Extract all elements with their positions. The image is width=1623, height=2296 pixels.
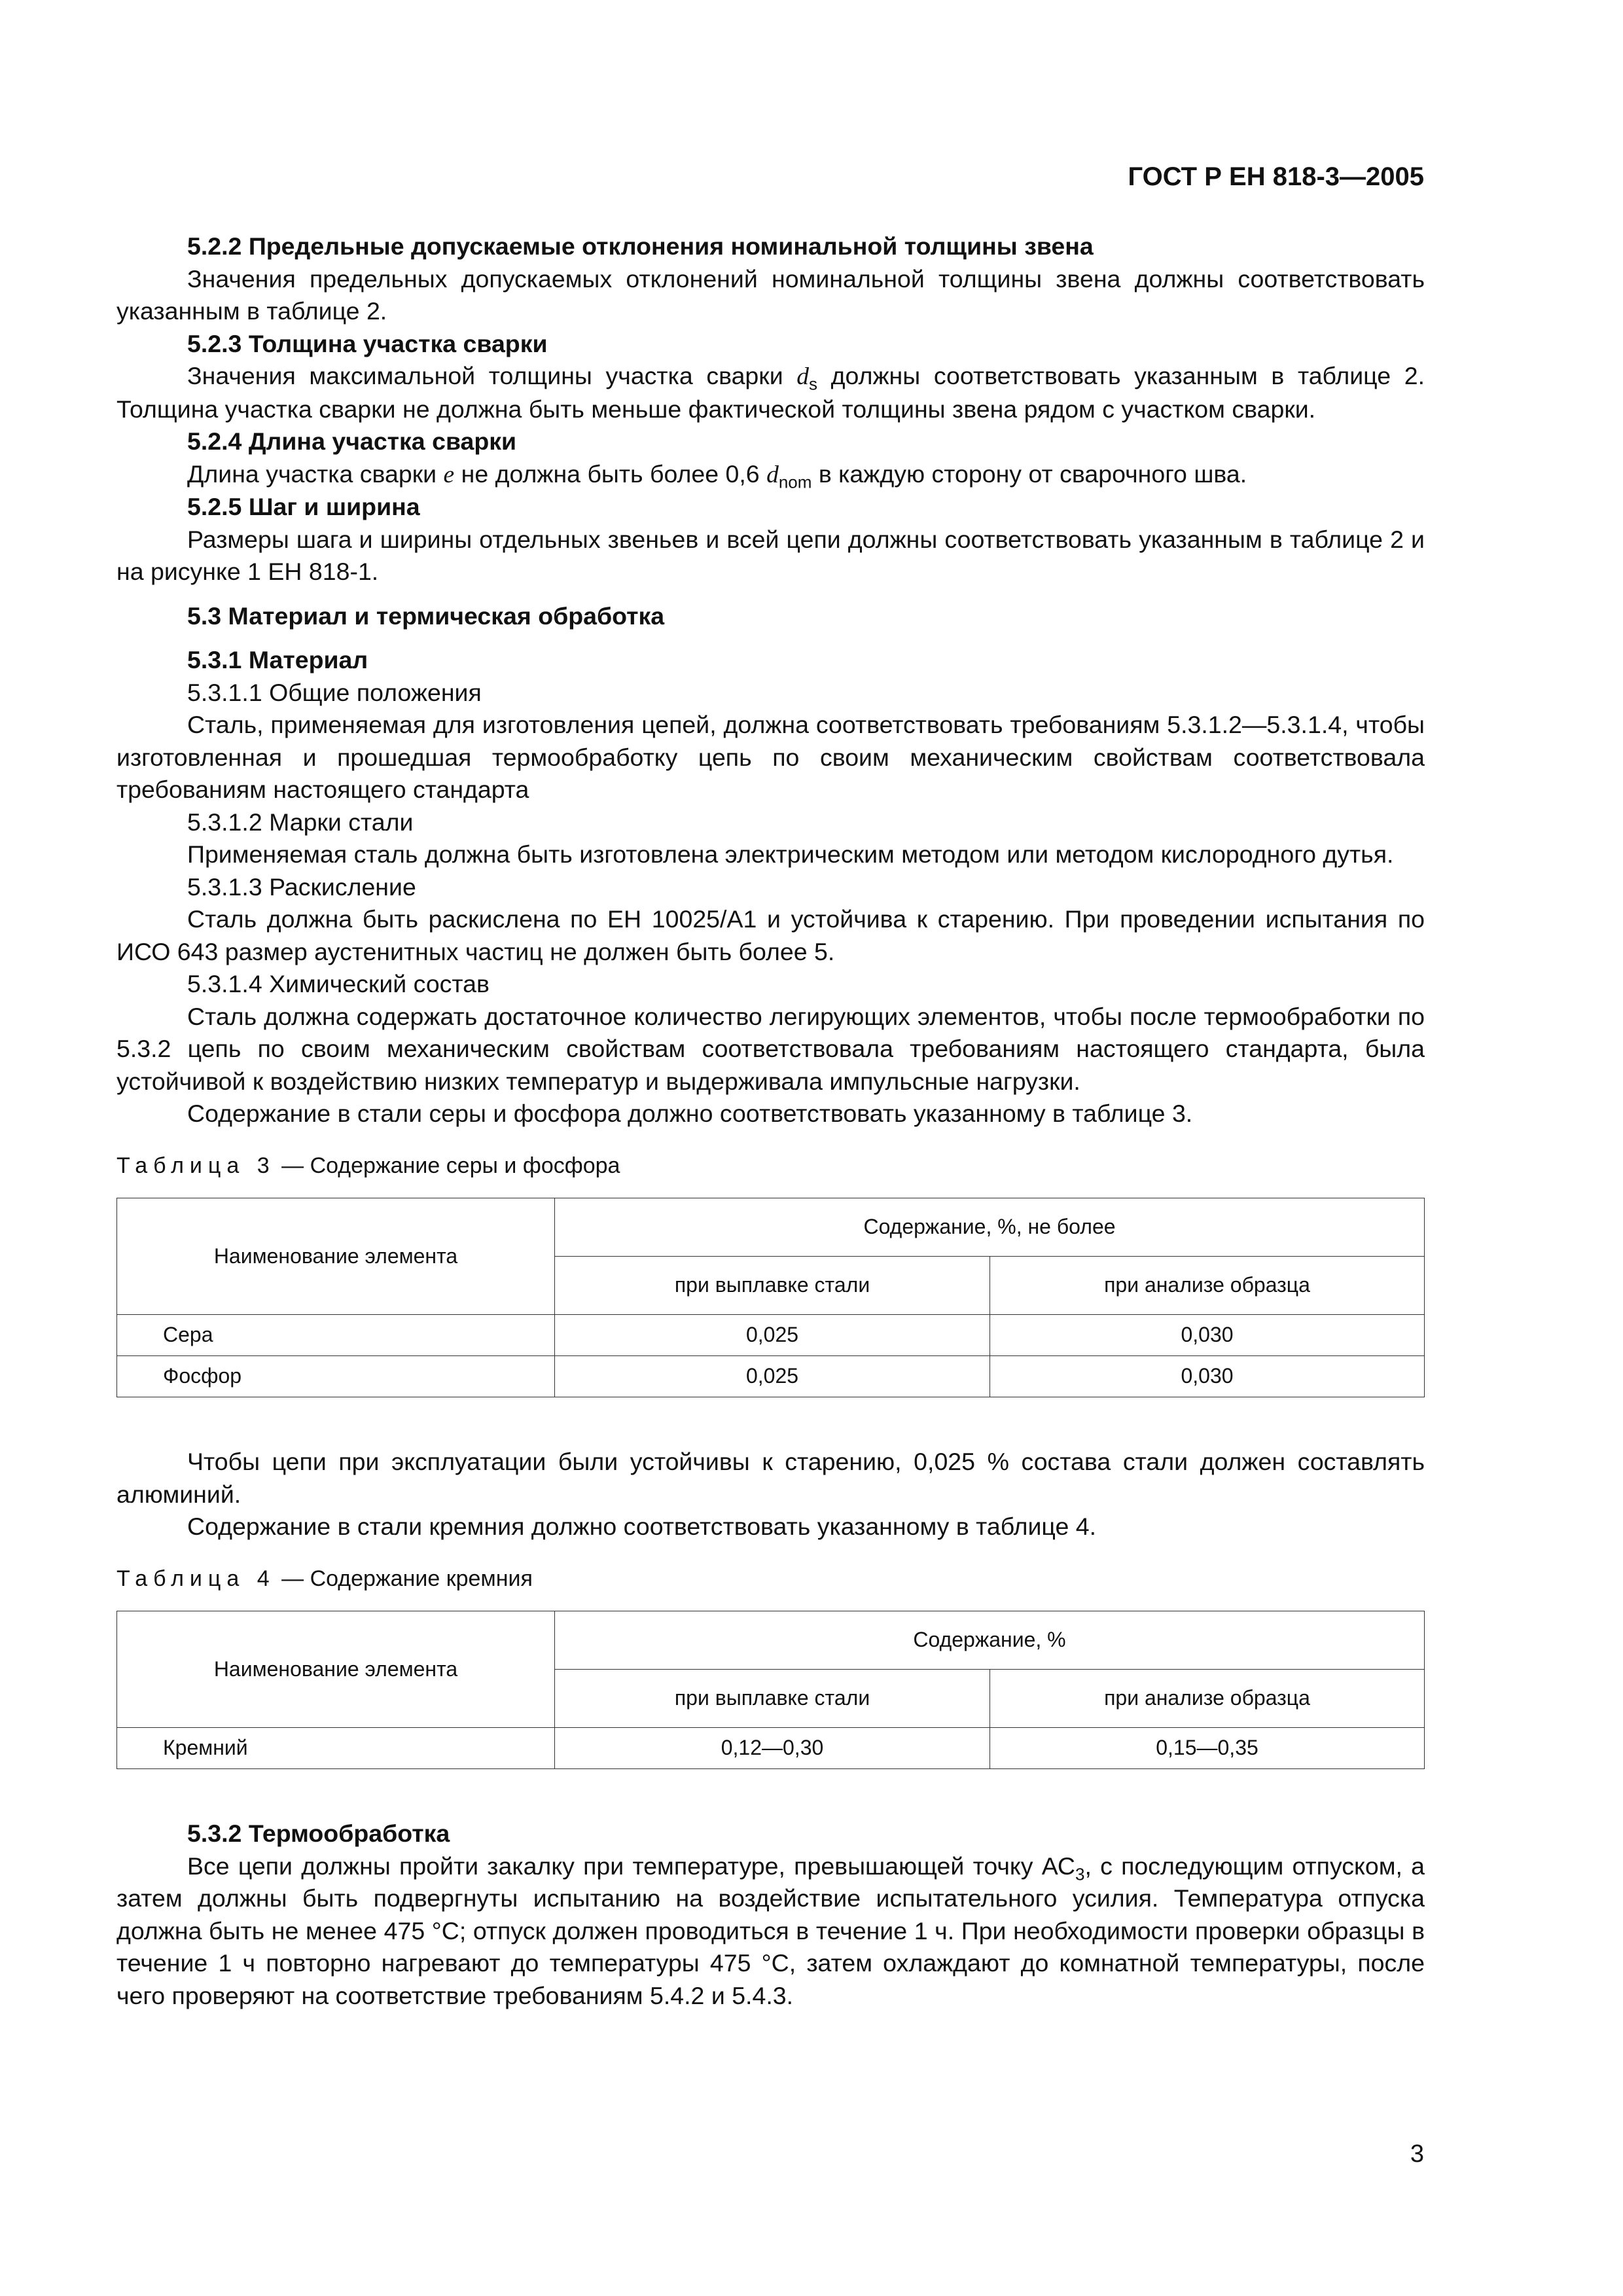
section-5-2-3-text: Значения максимальной толщины участка сварки $d_s$ должны соответствовать указанным в таблице 2. Толщина участка сварки не должна быть меньше фактической толщины звена рядом с участком сварки.	[116, 362, 1425, 423]
table-header: Наименование элемента	[117, 1611, 555, 1728]
symbol-d: d	[766, 461, 779, 488]
standard-id: ГОСТ Р ЕН 818-3—2005	[1128, 162, 1424, 191]
section-5-3-2-text: Все цепи должны пройти закалку при температуре, превышающей точку $АС_3$, с последующим отпуском, а затем должны быть подвергнуты испытанию на воздействие испытательного усилия. Температура отпуска должна быть не менее 475 °С; отпуск должен проводиться в течение 1 ч. При необходимости проверки образцы в течение 1 ч повторно нагревают до температуры 475 °С, затем охлаждают до комнатной температуры, после чего проверяют на соответствие требованиям 5.4.2 и 5.4.3.	[116, 1852, 1425, 2009]
section-5-3-1-4-text: Сталь должна содержать достаточное количество легирующих элементов, чтобы после термообработки по 5.3.2 цепь по своим механическим свойствам соответствовала требованиям настоящего стандарта, была устойчивой к воздействию низких температур и выдерживала импульсные нагрузки.	[116, 1002, 1425, 1095]
table-cell: 0,030	[990, 1315, 1425, 1356]
section-5-2-4-text: Длина участка сварки e не должна быть более 0,6 $d_{nom}$ в каждую сторону от сварочного шва.	[187, 459, 1247, 492]
table-cell: Сера	[117, 1315, 555, 1356]
section-5-2-5-title: 5.2.5 Шаг и ширина	[187, 493, 420, 520]
table-cell: 0,12—0,30	[555, 1728, 990, 1769]
table-4	[116, 1611, 1425, 1769]
table-3-caption: Таблица 3 — Содержание серы и фосфора	[116, 1153, 620, 1178]
section-5-2-4-title: 5.2.4 Длина участка сварки	[187, 427, 517, 455]
symbol-d: d	[796, 363, 810, 390]
table-cell: 0,030	[990, 1356, 1425, 1397]
section-5-3-1-1-title: 5.3.1.1 Общие положения	[187, 678, 482, 706]
section-5-3-1-4-title: 5.3.1.4 Химический состав	[187, 970, 490, 997]
section-5-3-1-2-text: Применяемая сталь должна быть изготовлена электрическим методом или методом кислородного дутья.	[187, 840, 1394, 868]
section-5-3-1-2-title: 5.3.1.2 Марки стали	[187, 808, 414, 836]
section-5-3-1-1-text: Сталь, применяемая для изготовления цепей, должна соответствовать требованиям 5.3.1.2—5.3.1.4, чтобы изготовленная и прошедшая термообработку цепь по своим механическим свойствам соответствовала требованиям настоящего стандарта	[116, 711, 1425, 803]
table-3	[116, 1198, 1425, 1397]
table-row	[117, 1315, 1425, 1356]
section-5-3-1-title: 5.3.1 Материал	[187, 646, 368, 673]
section-5-2-2-text: Значения предельных допускаемых отклонений номинальной толщины звена должны соответствовать указанным в таблице 2.	[116, 264, 1425, 325]
section-5-3-2-title: 5.3.2 Термообработка	[187, 1820, 450, 1847]
table-cell: 0,15—0,35	[990, 1728, 1425, 1769]
table-header: при анализе образца	[990, 1257, 1425, 1315]
section-5-2-2-title: 5.2.2 Предельные допускаемые отклонения номинальной толщины звена	[187, 232, 1094, 260]
section-5-3-1-3-title: 5.3.1.3 Раскисление	[187, 872, 416, 901]
section-5-3-title: 5.3 Материал и термическая обработка	[187, 601, 665, 630]
table-header: Содержание, %, не более	[555, 1198, 1425, 1257]
table-4-caption: Таблица 4 — Содержание кремния	[116, 1566, 533, 1591]
table-header: при выплавке стали	[555, 1257, 990, 1315]
document-body	[116, 230, 1425, 2012]
table-cell: 0,025	[555, 1356, 990, 1397]
table-cell: 0,025	[555, 1315, 990, 1356]
table-header: Наименование элемента	[117, 1198, 555, 1315]
table-row	[117, 1728, 1425, 1769]
table-cell: Фосфор	[117, 1356, 555, 1397]
table-cell: Кремний	[117, 1728, 555, 1769]
section-5-2-3-title: 5.2.3 Толщина участка сварки	[187, 329, 548, 357]
table-row	[117, 1356, 1425, 1397]
table-header: при анализе образца	[990, 1670, 1425, 1728]
table-header: при выплавке стали	[555, 1670, 990, 1728]
section-5-3-1-3-text: Сталь должна быть раскислена по ЕН 10025/А1 и устойчива к старению. При проведении испытания по ИСО 643 размер аустенитных частиц не должен быть более 5.	[116, 905, 1425, 965]
section-5-3-1-4-text-2: Содержание в стали серы и фосфора должно соответствовать указанному в таблице 3.	[187, 1100, 1193, 1127]
page-number: 3	[1410, 2140, 1424, 2168]
aluminium-text: Чтобы цепи при эксплуатации были устойчивы к старению, 0,025 % состава стали должен составлять алюминий.	[116, 1448, 1425, 1508]
section-5-2-5-text: Размеры шага и ширины отдельных звеньев и всей цепи должны соответствовать указанным в таблице 2 и на рисунке 1 ЕН 818-1.	[116, 525, 1425, 585]
table-header: Содержание, %	[555, 1611, 1425, 1670]
silicon-text: Содержание в стали кремния должно соответствовать указанному в таблице 4.	[187, 1513, 1097, 1540]
